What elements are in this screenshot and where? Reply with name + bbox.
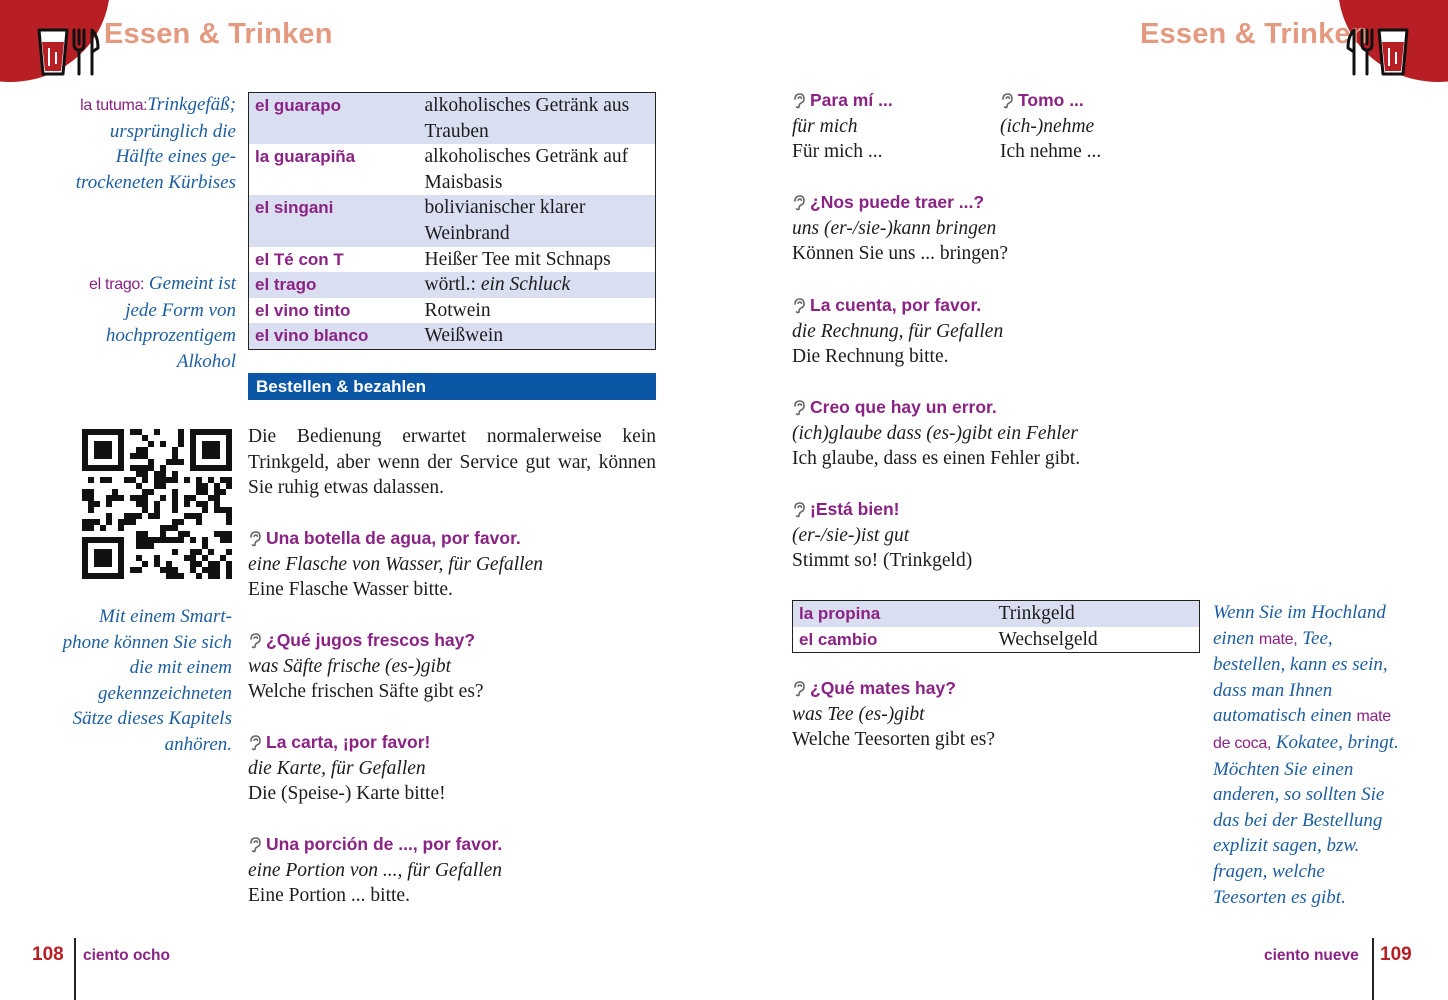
german-term: Rotwein <box>424 299 491 321</box>
phrase-german: Ich glaube, dass es einen Fehler gibt. <box>792 448 1081 470</box>
section-heading: Bestellen & bezahlen <box>248 373 656 400</box>
qr-finder-pattern <box>85 540 121 576</box>
page-word-right: ciento nueve <box>1264 947 1359 964</box>
phrase-german: Eine Portion ... bitte. <box>248 885 410 907</box>
sidenote-mate <box>1213 600 1399 910</box>
phrase-spanish: La carta, ¡por favor! <box>266 732 431 752</box>
phrase-literal: (er-/sie-)ist gut <box>792 524 910 546</box>
german-term: Wechselgeld <box>998 628 1098 650</box>
sidenote-term: el trago: <box>89 276 145 293</box>
footer-divider-right <box>1372 938 1374 1000</box>
ear-icon[interactable] <box>792 195 806 211</box>
vocab-table-right <box>792 600 1200 653</box>
footer-divider-left <box>74 938 76 1000</box>
drink-cutlery-icon <box>36 26 100 78</box>
phrase-spanish: Una botella de agua, por favor. <box>266 528 521 548</box>
phrase-spanish: Una porción de ..., por favor. <box>266 834 503 854</box>
table-row <box>249 298 656 324</box>
sidenote-tutuma <box>62 92 236 195</box>
qr-finder-pattern <box>85 432 121 468</box>
table-row <box>249 272 656 298</box>
ear-icon[interactable] <box>248 735 262 751</box>
phrase-block <box>248 526 658 603</box>
phrase-spanish: Para mí ... <box>810 90 893 110</box>
spanish-term: el vino tinto <box>255 300 351 320</box>
german-term: Heißer Tee mit Schnaps <box>424 248 611 270</box>
chapter-title-left: Essen & Trinken <box>104 18 333 50</box>
spanish-term: el guarapo <box>249 93 419 145</box>
spanish-term: el vino blanco <box>249 323 419 349</box>
phrase-spanish: Tomo ... <box>1018 90 1084 110</box>
german-term: alkoholisches Getränk aus Trauben <box>419 93 656 145</box>
table-row <box>793 627 1200 653</box>
ear-icon[interactable] <box>248 837 262 853</box>
phrase-block <box>248 730 658 807</box>
phrase-german: Welche Teesorten gibt es? <box>792 729 995 751</box>
qr-note: Mit einem Smartphone können Sie sich die mit einem gekennzeichneten Sätze dieses Kapitels anhören. <box>62 606 232 755</box>
phrase-block <box>792 676 1202 753</box>
ear-icon[interactable] <box>792 681 806 697</box>
phrase-spanish: La cuenta, por favor. <box>810 295 982 315</box>
spanish-term: el Té con T <box>255 249 344 269</box>
german-term: Weißwein <box>419 323 656 349</box>
page-number-left: 108 <box>32 944 64 965</box>
sidenote-text: Gemeint ist jede Form von hochprozentigem Alkohol <box>105 273 236 372</box>
intro-paragraph: Die Bedienung erwartet normalerweise kein Trinkgeld, aber wenn der Service gut war, können Sie ruhig etwas dalassen. <box>248 426 656 499</box>
table-row <box>793 601 1200 627</box>
sidenote-text: Trinkgefäß; ursprünglich die Hälfte eines getrockeneten Kürbises <box>75 94 236 193</box>
phrase-literal: was Säfte frische (es-)gibt <box>248 655 452 677</box>
sidenote-term: la tutuma: <box>80 97 148 114</box>
ear-icon[interactable] <box>792 502 806 518</box>
phrase-block <box>792 395 1202 472</box>
table-row <box>249 144 656 195</box>
phrase-literal: die Rechnung, für Gefallen <box>792 320 1004 342</box>
qr-finder-pattern <box>193 432 229 468</box>
german-prefix: wörtl.: <box>424 274 476 296</box>
sidenote-text: Wenn Sie im Hochland einen <box>1213 602 1386 649</box>
phrase-block <box>792 497 1202 574</box>
sidenote-text: Kokatee, bringt. Möchten Sie einen anderen, so sollten Sie das bei der Bestellung explizit sagen, bzw. fragen, welche Teesorten es gibt. <box>1213 731 1399 908</box>
phrase-block <box>792 293 1202 370</box>
qr-code[interactable] <box>82 429 232 579</box>
sidenote-term: mate, <box>1258 630 1298 648</box>
phrase-literal: eine Portion von ..., für Gefallen <box>248 859 502 881</box>
phrase-literal: (ich)glaube dass (es-)gibt ein Fehler <box>792 422 1078 444</box>
phrase-german: Eine Flasche Wasser bitte. <box>248 579 453 601</box>
phrase-spanish: Creo que hay un error. <box>810 397 997 417</box>
page-word-left: ciento ocho <box>83 947 170 964</box>
phrase-german: Stimmt so! (Trinkgeld) <box>792 550 973 572</box>
table-row <box>249 93 656 145</box>
phrase-german: Die Rechnung bitte. <box>792 346 949 368</box>
phrase-block <box>792 190 1202 267</box>
german-literal: ein Schluck <box>480 274 571 296</box>
phrase-spanish: ¡Está bien! <box>810 499 900 519</box>
german-term: bolivianischer klarer Weinbrand <box>419 195 656 246</box>
phrase-spanish: ¿Qué mates hay? <box>810 678 956 698</box>
ear-icon[interactable] <box>248 531 262 547</box>
phrase-german: Ich nehme ... <box>1000 141 1102 163</box>
spanish-term: el trago <box>249 272 419 298</box>
phrase-literal: (ich-)nehme <box>1000 115 1095 137</box>
phrase-block <box>792 88 992 165</box>
phrase-german: Die (Speise-) Karte bitte! <box>248 783 446 805</box>
phrase-german: Können Sie uns ... bringen? <box>792 243 1009 265</box>
phrase-block <box>248 628 658 705</box>
table-row <box>249 247 656 273</box>
chapter-title-right: Essen & Trinken <box>1140 18 1369 50</box>
ear-icon[interactable] <box>792 298 806 314</box>
table-row <box>249 323 656 349</box>
ear-icon[interactable] <box>1000 93 1014 109</box>
phrase-spanish: ¿Qué jugos frescos hay? <box>266 630 476 650</box>
phrase-german: Welche frischen Säfte gibt es? <box>248 681 484 703</box>
phrase-literal: die Karte, für Gefallen <box>248 757 426 779</box>
page-number-right: 109 <box>1380 944 1412 965</box>
sidenote-trago <box>62 271 236 374</box>
phrase-literal: eine Flasche von Wasser, für Gefallen <box>248 553 543 575</box>
spanish-term: el singani <box>249 195 419 246</box>
spanish-term: la guarapiña <box>255 147 356 167</box>
german-term <box>419 272 656 298</box>
sidenote-term: mate de coca, <box>1213 708 1391 752</box>
drink-cutlery-icon <box>1346 26 1410 78</box>
ear-icon[interactable] <box>248 633 262 649</box>
sidenote-text: Tee, bestellen, kann es sein, dass man Ihnen automatisch einen <box>1213 627 1388 727</box>
ear-icon[interactable] <box>792 400 806 416</box>
phrase-literal: was Tee (es-)gibt <box>792 703 925 725</box>
table-row <box>249 195 656 246</box>
spanish-term: la propina <box>793 601 993 627</box>
german-term: alkoholisches Getränk auf Maisbasis <box>424 146 629 193</box>
ear-icon[interactable] <box>792 93 806 109</box>
phrase-german: Für mich ... <box>792 141 883 163</box>
phrase-block <box>1000 88 1200 165</box>
vocab-table-left <box>248 92 656 350</box>
spanish-term: el cambio <box>799 629 878 649</box>
phrase-spanish: ¿Nos puede traer ...? <box>810 192 985 212</box>
phrase-literal: für mich <box>792 115 858 137</box>
phrase-literal: uns (er-/sie-)kann bringen <box>792 217 997 239</box>
phrase-block <box>248 832 658 909</box>
german-term: Trinkgeld <box>993 601 1200 627</box>
